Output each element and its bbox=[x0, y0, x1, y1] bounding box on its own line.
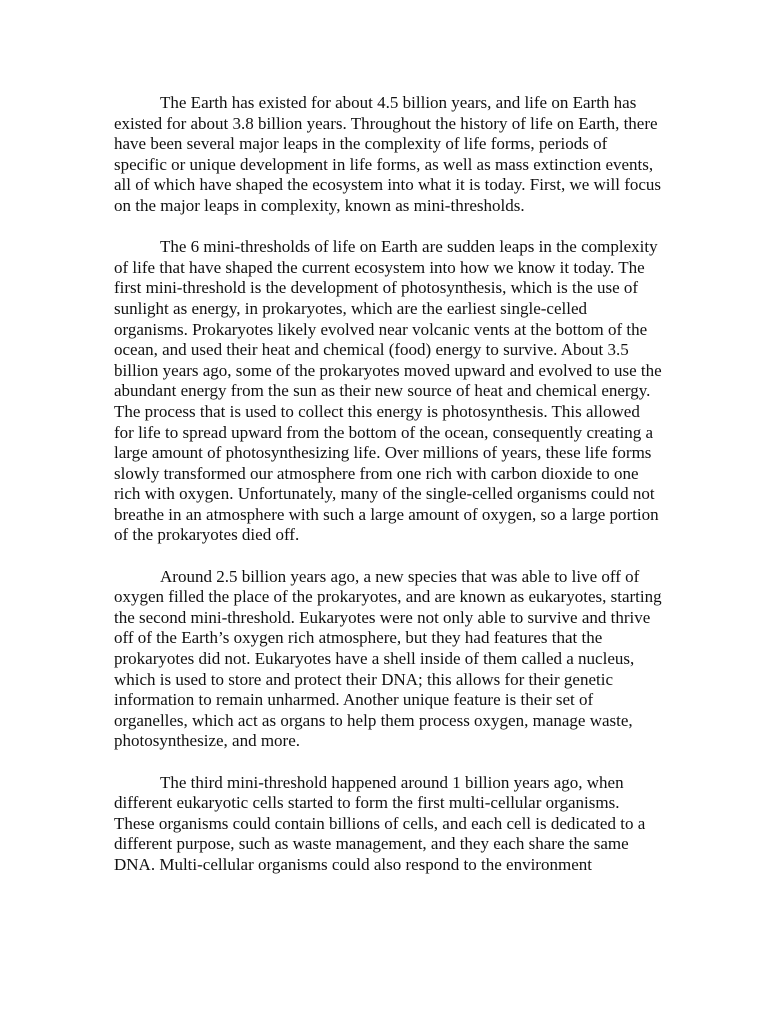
paragraph-2: The 6 mini-thresholds of life on Earth are sudden leaps in the complexity of life that have shaped the current ecosystem into how we know it today. The first mini-threshold is the development of photosynthesis, which is the use of sunlight as energy, in prokaryotes, which are the earliest single-celled organisms. Prokaryotes likely evolved near volcanic vents at the bottom of the ocean, and used their heat and chemical (food) energy to survive. About 3.5 billion years ago, some of the prokaryotes moved upward and evolved to use the abundant energy from the sun as their new source of heat and chemical energy. The process that is used to collect this energy is photosynthesis. This allowed for life to spread upward from the bottom of the ocean, consequently creating a large amount of photosynthesizing life. Over millions of years, these life forms slowly transformed our atmosphere from one rich with carbon dioxide to one rich with oxygen. Unfortunately, many of the single-celled organisms could not breathe in an atmosphere with such a large amount of oxygen, so a large portion of the prokaryotes died off. bbox=[114, 237, 662, 545]
document-body bbox=[114, 93, 662, 896]
paragraph-3: Around 2.5 billion years ago, a new species that was able to live off of oxygen filled the place of the prokaryotes, and are known as eukaryotes, starting the second mini-threshold. Eukaryotes were not only able to survive and thrive off of the Earth’s oxygen rich atmosphere, but they had features that the prokaryotes did not. Eukaryotes have a shell inside of them called a nucleus, which is used to store and protect their DNA; this allows for their genetic information to remain unharmed. Another unique feature is their set of organelles, which act as organs to help them process oxygen, manage waste, photosynthesize, and more. bbox=[114, 566, 662, 751]
paragraph-1: The Earth has existed for about 4.5 billion years, and life on Earth has existed for about 3.8 billion years. Throughout the history of life on Earth, there have been several major leaps in the complexity of life forms, periods of specific or unique development in life forms, as well as mass extinction events, all of which have shaped the ecosystem into what it is today. First, we will focus on the major leaps in complexity, known as mini-thresholds. bbox=[114, 93, 662, 215]
paragraph-4: The third mini-threshold happened around 1 billion years ago, when different eukaryotic cells started to form the first multi-cellular organisms. These organisms could contain billions of cells, and each cell is dedicated to a different purpose, such as waste management, and they each share the same DNA. Multi-cellular organisms could also respond to the environment bbox=[114, 772, 646, 874]
